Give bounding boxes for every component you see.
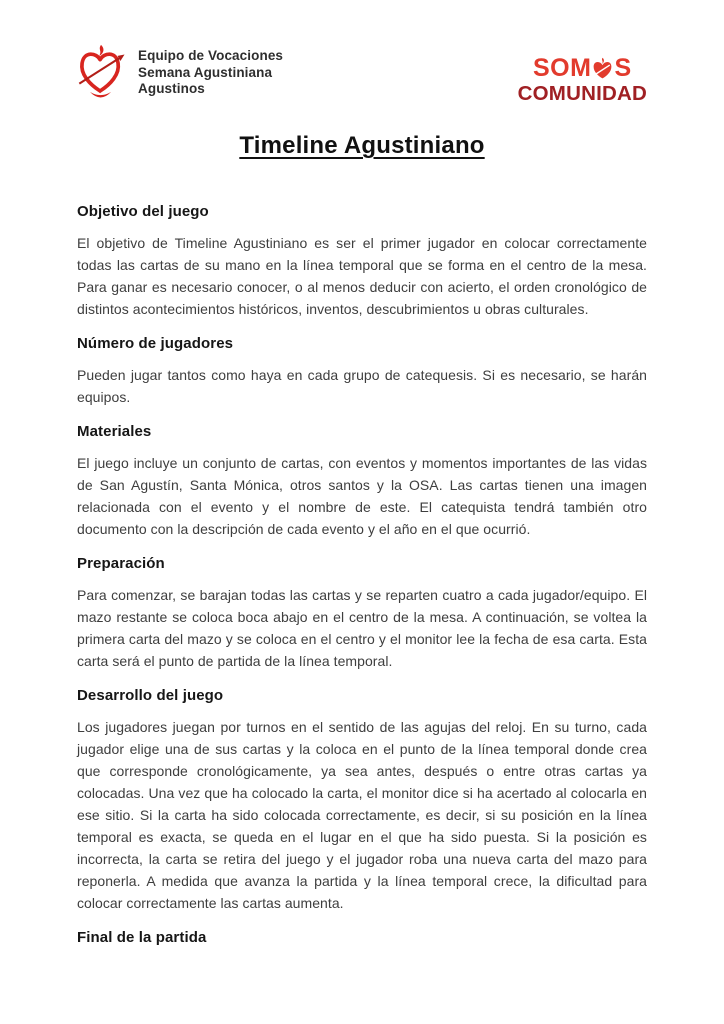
somos-comunidad-logo [518, 55, 647, 105]
masthead [77, 40, 647, 106]
section-paragraph: Los jugadores juegan por turnos en el sentido de las agujas del reloj. En su turno, cada jugador elige una de sus cartas y la coloca en el punto de la línea temporal donde crea que corresponde cronológicamente, ya sea antes, después o entre otras cartas ya colocadas. Una vez que ha colocado la carta, el monitor dice si ha acertado al colocarla en ese sitio. Si la carta ha sido colocada correctamente, es decir, si su posición en la línea temporal es exacta, se queda en el lugar en el que ha sido puesta. Si la posición es incorrecta, la carta se retira del juego y el jugador roba una nueva carta del mazo para reponerla. A medida que avanza la partida y la línea temporal crece, la dificultad para colocar correctamente las cartas aumenta. [77, 719, 647, 911]
section-heading: Final de la partida [77, 929, 207, 946]
section-paragraph: El objetivo de Timeline Agustiniano es ser el primer jugador en colocar correctamente todas las cartas de su mano en la línea temporal que se forma en el centro de la mesa. Para ganar es necesario conocer, o al menos deducir con acierto, el orden cronológico de distintos acontecimientos históricos, inventos, descubrimientos u obras culturales. [77, 235, 647, 317]
somos-text-pre: SOM [533, 54, 592, 82]
document-body [77, 203, 647, 946]
section-paragraph: Pueden jugar tantos como haya en cada grupo de catequesis. Si es necesario, se harán equipos. [77, 367, 647, 405]
org-line-1: Equipo de Vocaciones [138, 48, 284, 64]
section-objetivo [77, 203, 647, 320]
comunidad-wordmark: COMUNIDAD [517, 82, 647, 105]
vocations-team-logo [77, 40, 283, 106]
section-desarrollo [77, 687, 647, 914]
section-final [77, 929, 647, 946]
section-heading: Materiales [77, 423, 152, 440]
section-paragraph: El juego incluye un conjunto de cartas, con eventos y momentos importantes de las vidas de San Agustín, Santa Mónica, otros santos y la OSA. Las cartas tienen una imagen relacionada con el evento y el nombre de este. El catequista tendrá también otro documento con la descripción de cada evento y el año en el que ocurrió. [77, 455, 647, 537]
page-title: Timeline Agustiniano [239, 132, 485, 159]
section-heading: Desarrollo del juego [77, 687, 224, 704]
somos-wordmark [518, 55, 647, 82]
section-heading: Preparación [77, 555, 165, 572]
somos-text-post: S [614, 54, 632, 82]
section-preparacion [77, 555, 647, 672]
section-heading: Número de jugadores [77, 335, 234, 352]
section-paragraph: Para comenzar, se barajan todas las cartas y se reparten cuatro a cada jugador/equipo. El mazo restante se coloca boca abajo en el centro de la mesa. A continuación, se voltea la primera carta del mazo y se coloca en el centro y el monitor lee la fecha de esa carta. Esta carta será el punto de partida de la línea temporal. [77, 587, 647, 669]
org-logo-text [138, 48, 283, 98]
somos-heart-icon [591, 55, 614, 82]
section-heading: Objetivo del juego [77, 203, 209, 220]
section-materiales [77, 423, 647, 540]
org-line-3: Agustinos [138, 81, 205, 97]
section-jugadores [77, 335, 647, 408]
pierced-flaming-heart-icon [77, 40, 125, 106]
org-line-2: Semana Agustiniana [138, 64, 273, 80]
